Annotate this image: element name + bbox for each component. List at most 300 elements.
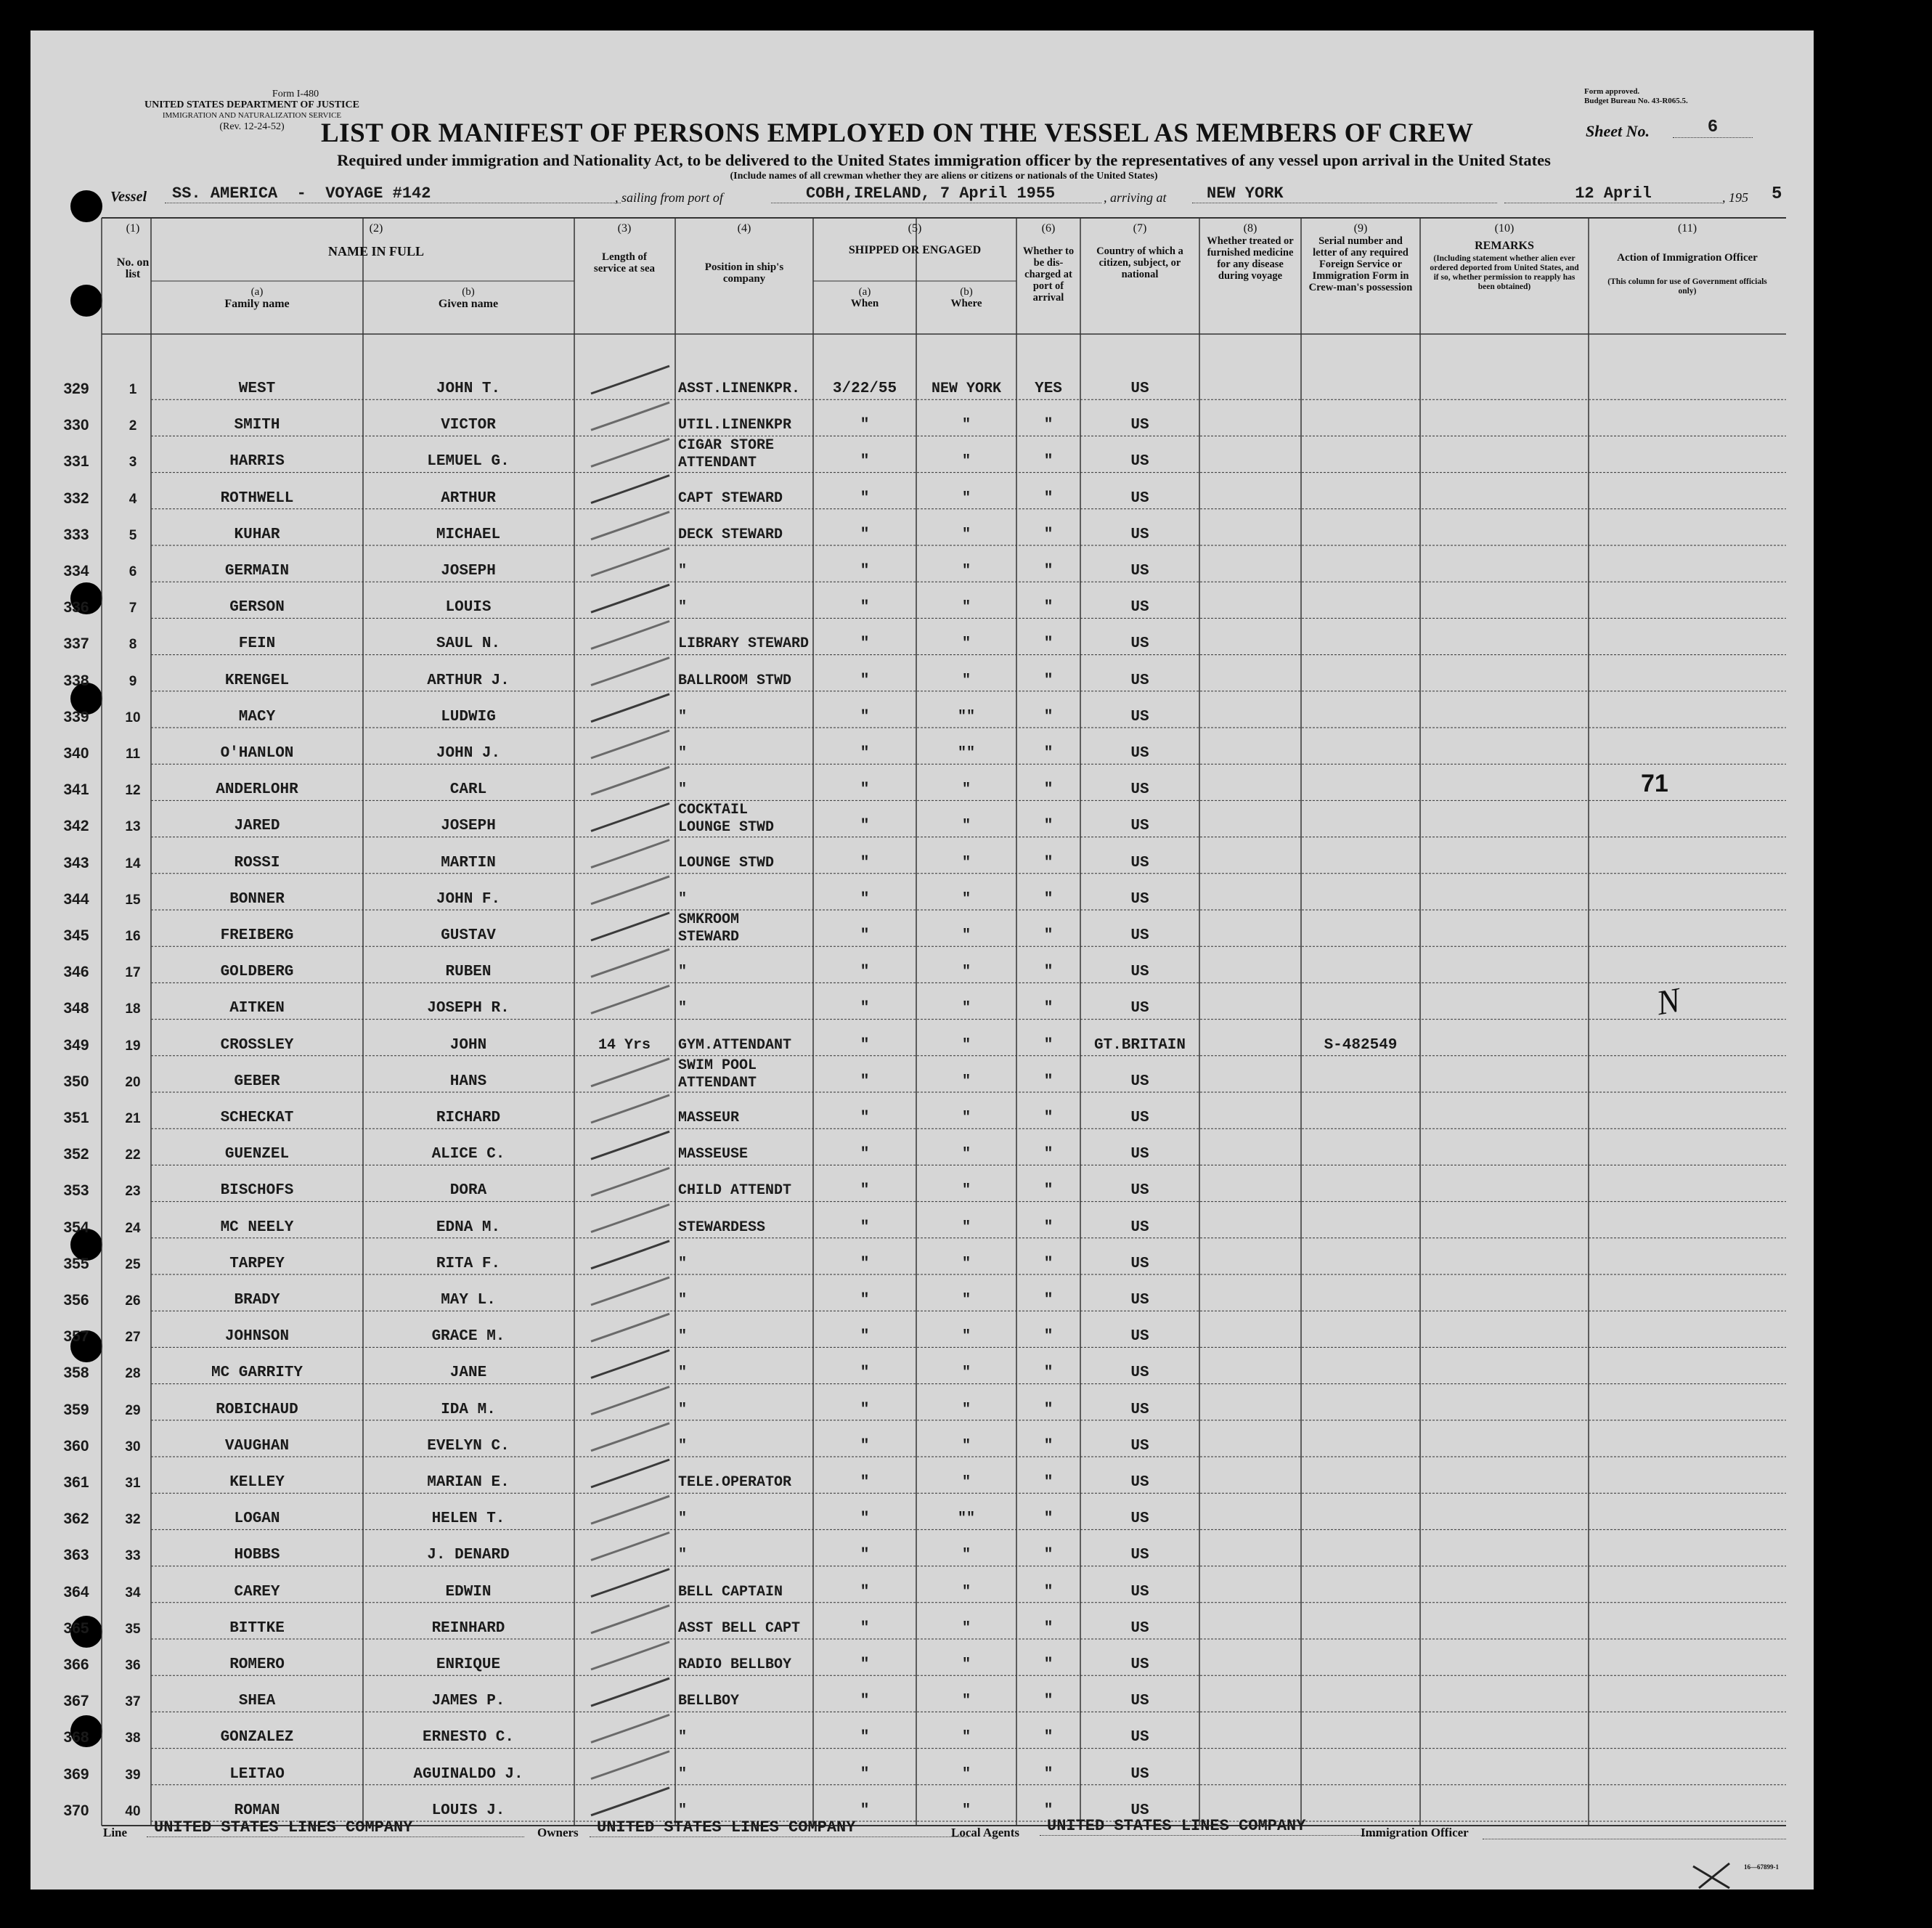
shipped-where-cell: NEW YORK xyxy=(931,381,1001,397)
shipped-where-cell: " xyxy=(961,1182,971,1200)
sequence-number: 334 xyxy=(63,563,89,579)
shipped-where-cell: " xyxy=(961,453,971,471)
country-cell: US xyxy=(1130,818,1149,835)
discharged-cell: " xyxy=(1043,599,1053,617)
country-cell: US xyxy=(1130,1765,1149,1783)
discharged-cell: " xyxy=(1043,526,1053,543)
list-number: 12 xyxy=(125,783,141,799)
shipped-when-cell: " xyxy=(860,1182,870,1200)
col5-number: (5) xyxy=(908,222,922,235)
position-cell: " xyxy=(678,1437,688,1455)
given-name-cell: RICHARD xyxy=(436,1110,501,1126)
discharged-cell: " xyxy=(1043,1146,1053,1163)
list-number: 35 xyxy=(125,1621,141,1637)
given-name-cell: DORA xyxy=(449,1182,487,1200)
family-name-cell: HOBBS xyxy=(234,1547,280,1564)
service-check-mark xyxy=(591,1168,669,1195)
sequence-number: 338 xyxy=(63,672,89,689)
given-name-cell: IDA M. xyxy=(441,1401,496,1418)
service-check-mark xyxy=(591,402,669,430)
given-name-cell: JANE xyxy=(449,1364,487,1382)
position-cell: " xyxy=(678,1328,688,1346)
service-check-mark xyxy=(591,1095,669,1123)
sequence-number: 366 xyxy=(63,1656,89,1673)
position-cell: COCKTAIL LOUNGE STWD xyxy=(678,802,775,837)
service-check-mark xyxy=(591,1059,669,1086)
country-cell: US xyxy=(1130,1182,1149,1200)
discharged-cell: " xyxy=(1043,1765,1053,1783)
family-name-cell: BITTKE xyxy=(229,1619,285,1637)
sequence-number: 348 xyxy=(63,1000,89,1017)
shipped-when-cell: " xyxy=(860,1292,870,1309)
sequence-number: 364 xyxy=(63,1583,89,1600)
shipped-when-cell: " xyxy=(860,563,870,579)
list-number: 3 xyxy=(129,455,137,471)
shipped-where-cell: " xyxy=(961,1583,971,1600)
position-cell: MASSEUSE xyxy=(678,1146,749,1163)
sequence-number: 360 xyxy=(63,1437,89,1455)
col11-subheader: (This column for use of Government officials only) xyxy=(1607,277,1767,296)
vessel-name: SS. AMERICA - VOYAGE #142 xyxy=(165,184,621,203)
sequence-number: 365 xyxy=(63,1619,89,1637)
given-name-cell: MARIAN E. xyxy=(427,1474,510,1491)
discharged-cell: " xyxy=(1043,1110,1053,1126)
family-name-cell: GEBER xyxy=(234,1073,280,1090)
country-cell: US xyxy=(1130,635,1149,653)
country-cell: US xyxy=(1130,854,1149,871)
shipped-when-cell: " xyxy=(860,1510,870,1528)
country-cell: US xyxy=(1130,1255,1149,1272)
discharged-cell: " xyxy=(1043,1401,1053,1418)
discharged-cell: " xyxy=(1043,745,1053,762)
country-cell: US xyxy=(1130,381,1149,397)
family-name-cell: ROMAN xyxy=(234,1802,280,1819)
country-cell: US xyxy=(1130,1000,1149,1017)
form-number: Form I-480 xyxy=(272,89,319,99)
country-cell: US xyxy=(1130,708,1149,725)
position-cell: " xyxy=(678,1292,688,1309)
discharged-cell: " xyxy=(1043,1583,1053,1600)
discharged-cell: " xyxy=(1043,1364,1053,1382)
sequence-number: 339 xyxy=(63,708,89,725)
sequence-number: 367 xyxy=(63,1693,89,1710)
position-cell: RADIO BELLBOY xyxy=(678,1656,792,1673)
country-cell: US xyxy=(1130,1073,1149,1090)
sequence-number: 350 xyxy=(63,1073,89,1090)
country-cell: US xyxy=(1130,1729,1149,1746)
country-cell: US xyxy=(1130,599,1149,617)
given-name-cell: JOSEPH xyxy=(441,563,496,579)
list-number: 20 xyxy=(125,1074,141,1090)
family-name-cell: ROBICHAUD xyxy=(216,1401,298,1418)
list-number: 40 xyxy=(125,1803,141,1819)
shipped-when-cell: " xyxy=(860,1802,870,1819)
sequence-number: 370 xyxy=(63,1802,89,1819)
shipped-when-cell: " xyxy=(860,1583,870,1600)
discharged-cell: " xyxy=(1043,1328,1053,1346)
service-check-mark xyxy=(591,985,669,1013)
sequence-number: 346 xyxy=(63,964,89,981)
family-name-cell: ROSSI xyxy=(234,854,280,871)
country-cell: US xyxy=(1130,1547,1149,1564)
shipped-where-cell: "" xyxy=(957,745,975,762)
service-check-mark xyxy=(591,1387,669,1415)
position-cell: " xyxy=(678,964,688,981)
officer-signature-line xyxy=(1483,1817,1786,1839)
serial-cell: S-482549 xyxy=(1324,1036,1398,1054)
shipped-when-cell: " xyxy=(860,489,870,507)
family-name-cell: MACY xyxy=(238,708,276,725)
sailing-port: COBH,IRELAND, 7 April 1955 xyxy=(771,184,1101,203)
discharged-cell: " xyxy=(1043,927,1053,944)
col9-header: Serial number and letter of any required Foreign Service or Immigration Form in Crew-man's possession xyxy=(1308,235,1413,293)
sequence-number: 357 xyxy=(63,1328,89,1346)
country-cell: GT.BRITAIN xyxy=(1093,1036,1186,1054)
service-check-mark xyxy=(591,1788,669,1815)
shipped-when-cell: " xyxy=(860,854,870,871)
given-name-cell: SAUL N. xyxy=(436,635,501,653)
position-cell: " xyxy=(678,781,688,799)
discharged-cell: " xyxy=(1043,1219,1053,1236)
col1-number: (1) xyxy=(126,222,140,235)
year-suffix: 5 xyxy=(1772,184,1782,204)
family-name-cell: GONZALEZ xyxy=(220,1729,294,1746)
position-cell: BELL CAPTAIN xyxy=(678,1583,783,1600)
discharged-cell: " xyxy=(1043,635,1053,653)
country-cell: US xyxy=(1130,1292,1149,1309)
shipped-where-cell: " xyxy=(961,1364,971,1382)
list-number: 11 xyxy=(125,747,141,762)
sequence-number: 336 xyxy=(63,599,89,617)
given-name-cell: ERNESTO C. xyxy=(422,1729,515,1746)
discharged-cell: " xyxy=(1043,453,1053,471)
shipped-when-cell: " xyxy=(860,890,870,908)
country-cell: US xyxy=(1130,927,1149,944)
col5a-number: (a) xyxy=(858,286,871,298)
list-number: 38 xyxy=(125,1730,141,1746)
family-name-cell: O'HANLON xyxy=(220,745,294,762)
col3-header: Length of service at sea xyxy=(593,251,656,274)
service-check-mark xyxy=(591,1569,669,1597)
shipped-when-cell: " xyxy=(860,927,870,944)
discharged-cell: " xyxy=(1043,1619,1053,1637)
given-name-cell: JOSEPH xyxy=(441,818,496,835)
service: IMMIGRATION AND NATURALIZATION SERVICE xyxy=(162,111,342,120)
service-check-mark xyxy=(591,548,669,576)
given-name-cell: JOHN J. xyxy=(436,745,501,762)
discharged-cell: " xyxy=(1043,1255,1053,1272)
service-check-mark xyxy=(591,1642,669,1669)
shipped-where-cell: " xyxy=(961,563,971,579)
discharged-cell: " xyxy=(1043,854,1053,871)
family-name-cell: GUENZEL xyxy=(224,1146,290,1163)
position-cell: " xyxy=(678,708,688,725)
service-check-mark xyxy=(591,1532,669,1560)
service-check-mark xyxy=(591,1460,669,1487)
family-name-cell: ROTHWELL xyxy=(220,489,294,507)
sequence-number: 329 xyxy=(63,381,89,397)
col2-number: (2) xyxy=(369,222,383,235)
shipped-where-cell: " xyxy=(961,1036,971,1054)
sequence-number: 342 xyxy=(63,818,89,835)
country-cell: US xyxy=(1130,1328,1149,1346)
shipped-when-cell: " xyxy=(860,1146,870,1163)
shipped-where-cell: " xyxy=(961,964,971,981)
country-cell: US xyxy=(1130,1510,1149,1528)
list-number: 8 xyxy=(129,637,137,653)
country-cell: US xyxy=(1130,1219,1149,1236)
shipped-when-cell: " xyxy=(860,1547,870,1564)
service-check-mark xyxy=(591,1241,669,1269)
shipped-where-cell: " xyxy=(961,1401,971,1418)
col1-header: No. on list xyxy=(116,256,150,280)
list-number: 25 xyxy=(125,1256,141,1272)
sequence-number: 341 xyxy=(63,781,89,799)
service-check-mark xyxy=(591,585,669,612)
position-cell: TELE.OPERATOR xyxy=(678,1474,792,1491)
sheet-label: Sheet No. xyxy=(1586,122,1650,140)
shipped-when-cell: " xyxy=(860,964,870,981)
position-cell: " xyxy=(678,1364,688,1382)
form-revision: (Rev. 12-24-52) xyxy=(219,121,285,132)
year-prefix: , 195 xyxy=(1722,190,1748,205)
list-number: 27 xyxy=(125,1330,141,1346)
given-name-cell: ARTHUR J. xyxy=(427,672,510,689)
col5-header: SHIPPED OR ENGAGED xyxy=(848,244,982,256)
family-name-cell: JOHNSON xyxy=(224,1328,290,1346)
discharged-cell: " xyxy=(1043,818,1053,835)
shipped-where-cell: " xyxy=(961,1547,971,1564)
given-name-cell: JOHN T. xyxy=(436,381,501,397)
list-number: 14 xyxy=(125,855,141,871)
discharged-cell: YES xyxy=(1035,381,1062,397)
sequence-number: 345 xyxy=(63,927,89,944)
service-check-mark xyxy=(591,1131,669,1159)
service-check-mark xyxy=(591,621,669,648)
shipped-when-cell: " xyxy=(860,818,870,835)
shipped-where-cell: " xyxy=(961,1292,971,1309)
list-number: 6 xyxy=(129,564,137,579)
shipped-where-cell: " xyxy=(961,1073,971,1090)
position-cell: STEWARDESS xyxy=(678,1219,766,1236)
sequence-number: 330 xyxy=(63,417,89,434)
country-cell: US xyxy=(1130,526,1149,543)
shipped-when-cell: " xyxy=(860,599,870,617)
position-cell: UTIL.LINENKPR xyxy=(678,417,792,434)
sequence-number: 352 xyxy=(63,1146,89,1163)
family-name-cell: SMITH xyxy=(234,417,280,434)
shipped-when-cell: " xyxy=(860,1328,870,1346)
position-cell: " xyxy=(678,1255,688,1272)
position-cell: " xyxy=(678,1802,688,1819)
given-name-cell: MICHAEL xyxy=(436,526,501,543)
service-check-marks xyxy=(30,30,1814,1890)
family-name-cell: GOLDBERG xyxy=(220,964,294,981)
col9-number: (9) xyxy=(1353,222,1368,235)
service-check-mark xyxy=(591,767,669,794)
position-cell: " xyxy=(678,890,688,908)
position-cell: " xyxy=(678,1547,688,1564)
form-approved: Form approved. xyxy=(1584,87,1640,96)
service-check-mark xyxy=(591,840,669,868)
col7-number: (7) xyxy=(1133,222,1147,235)
family-name-cell: GERMAIN xyxy=(224,563,290,579)
list-number: 34 xyxy=(125,1585,141,1600)
sequence-number: 356 xyxy=(63,1292,89,1309)
service-check-mark xyxy=(591,658,669,686)
given-name-cell: JOHN xyxy=(449,1036,487,1054)
owners-company: UNITED STATES LINES COMPANY xyxy=(590,1818,969,1837)
sheet-number: 6 xyxy=(1673,118,1753,138)
list-number: 36 xyxy=(125,1658,141,1673)
country-cell: US xyxy=(1130,964,1149,981)
position-cell: DECK STEWARD xyxy=(678,526,783,543)
discharged-cell: " xyxy=(1043,708,1053,725)
position-cell: " xyxy=(678,563,688,579)
discharged-cell: " xyxy=(1043,1182,1053,1200)
service-check-mark xyxy=(591,1350,669,1378)
given-name-cell: ARTHUR xyxy=(441,489,496,507)
service-check-mark xyxy=(591,1277,669,1305)
shipped-where-cell: " xyxy=(961,1802,971,1819)
col2-header: NAME IN FULL xyxy=(327,244,424,259)
discharged-cell: " xyxy=(1043,672,1053,689)
list-number: 7 xyxy=(129,601,137,617)
shipped-where-cell: " xyxy=(961,417,971,434)
country-cell: US xyxy=(1130,1437,1149,1455)
service-check-mark xyxy=(591,694,669,722)
shipped-when-cell: " xyxy=(860,526,870,543)
list-number: 16 xyxy=(125,929,141,944)
discharged-cell: " xyxy=(1043,1547,1053,1564)
service-length-cell: 14 Yrs xyxy=(598,1036,651,1054)
col2b-number: (b) xyxy=(462,286,475,298)
sequence-number: 343 xyxy=(63,854,89,871)
discharged-cell: " xyxy=(1043,489,1053,507)
shipped-where-cell: "" xyxy=(957,1510,975,1528)
discharged-cell: " xyxy=(1043,563,1053,579)
col5b-number: (b) xyxy=(960,286,973,298)
shipped-where-cell: "" xyxy=(957,708,975,725)
list-number: 17 xyxy=(125,965,141,981)
position-cell: " xyxy=(678,1000,688,1017)
list-number: 31 xyxy=(125,1476,141,1491)
shipped-where-cell: " xyxy=(961,1656,971,1673)
shipped-where-cell: " xyxy=(961,1729,971,1746)
position-cell: LIBRARY STEWARD xyxy=(678,635,810,653)
shipped-when-cell: " xyxy=(860,1656,870,1673)
family-name-cell: MC NEELY xyxy=(220,1219,294,1236)
sequence-number: 363 xyxy=(63,1547,89,1564)
service-check-mark xyxy=(591,913,669,940)
country-cell: US xyxy=(1130,890,1149,908)
given-name-cell: MAY L. xyxy=(441,1292,496,1309)
service-check-mark xyxy=(591,366,669,394)
sequence-number: 358 xyxy=(63,1364,89,1382)
shipped-where-cell: " xyxy=(961,599,971,617)
country-cell: US xyxy=(1130,745,1149,762)
list-number: 24 xyxy=(125,1220,141,1236)
shipped-where-cell: " xyxy=(961,489,971,507)
given-name-cell: MARTIN xyxy=(441,854,496,871)
given-name-cell: JOSEPH R. xyxy=(427,1000,510,1017)
department: UNITED STATES DEPARTMENT OF JUSTICE xyxy=(144,99,359,110)
list-number: 26 xyxy=(125,1293,141,1309)
country-cell: US xyxy=(1130,563,1149,579)
col11-number: (11) xyxy=(1677,222,1697,235)
shipped-when-cell: " xyxy=(860,1474,870,1491)
country-cell: US xyxy=(1130,1364,1149,1382)
col8-header: Whether treated or furnished medicine for any disease during voyage xyxy=(1207,235,1294,282)
given-name-cell: HELEN T. xyxy=(431,1510,505,1528)
family-name-cell: KRENGEL xyxy=(224,672,290,689)
cross-mark-icon xyxy=(1679,1860,1766,1890)
shipped-where-cell: " xyxy=(961,1619,971,1637)
col6-header: Whether to be dis-charged at port of arrival xyxy=(1022,245,1075,304)
service-check-mark xyxy=(591,1496,669,1524)
position-cell: " xyxy=(678,1510,688,1528)
list-number: 10 xyxy=(125,709,141,725)
sequence-number: 332 xyxy=(63,489,89,507)
sequence-number: 361 xyxy=(63,1474,89,1491)
col6-number: (6) xyxy=(1041,222,1056,235)
family-name-cell: CROSSLEY xyxy=(220,1036,294,1054)
given-name-cell: CARL xyxy=(449,781,487,799)
sequence-number: 349 xyxy=(63,1036,89,1054)
list-number: 9 xyxy=(129,673,137,689)
service-check-mark xyxy=(591,803,669,831)
position-cell: MASSEUR xyxy=(678,1110,740,1126)
col10-number: (10) xyxy=(1494,222,1515,235)
country-cell: US xyxy=(1130,1656,1149,1673)
service-check-mark xyxy=(591,1205,669,1232)
col2b-header: Given name xyxy=(438,298,499,310)
line-label: Line xyxy=(103,1826,128,1839)
shipped-when-cell: " xyxy=(860,1255,870,1272)
list-number: 18 xyxy=(125,1001,141,1017)
sequence-number: 355 xyxy=(63,1255,89,1272)
discharged-cell: " xyxy=(1043,890,1053,908)
owners-label: Owners xyxy=(537,1826,579,1839)
shipped-when-cell: " xyxy=(860,1036,870,1054)
page-title: LIST OR MANIFEST OF PERSONS EMPLOYED ON THE VESSEL AS MEMBERS OF CREW xyxy=(321,118,1474,148)
vessel-label: Vessel xyxy=(110,189,147,205)
list-number: 5 xyxy=(129,527,137,543)
given-name-cell: LUDWIG xyxy=(441,708,496,725)
family-name-cell: WEST xyxy=(238,381,276,397)
given-name-cell: ENRIQUE xyxy=(436,1656,501,1673)
given-name-cell: JOHN F. xyxy=(436,890,501,908)
position-cell: " xyxy=(678,1401,688,1418)
list-number: 21 xyxy=(125,1111,141,1126)
family-name-cell: SCHECKAT xyxy=(220,1110,294,1126)
shipped-when-cell: " xyxy=(860,708,870,725)
shipped-when-cell: " xyxy=(860,1729,870,1746)
sequence-number: 344 xyxy=(63,890,89,908)
col5b-header: Where xyxy=(950,298,982,309)
discharged-cell: " xyxy=(1043,1474,1053,1491)
given-name-cell: HANS xyxy=(449,1073,487,1090)
budget-bureau: Budget Bureau No. 43-R065.5. xyxy=(1584,97,1688,105)
position-cell: CAPT STEWARD xyxy=(678,489,783,507)
list-number: 37 xyxy=(125,1694,141,1710)
shipped-when-cell: " xyxy=(860,1000,870,1017)
col3-number: (3) xyxy=(617,222,632,235)
given-name-cell: AGUINALDO J. xyxy=(413,1765,523,1783)
family-name-cell: CAREY xyxy=(234,1583,280,1600)
discharged-cell: " xyxy=(1043,964,1053,981)
family-name-cell: VAUGHAN xyxy=(224,1437,290,1455)
